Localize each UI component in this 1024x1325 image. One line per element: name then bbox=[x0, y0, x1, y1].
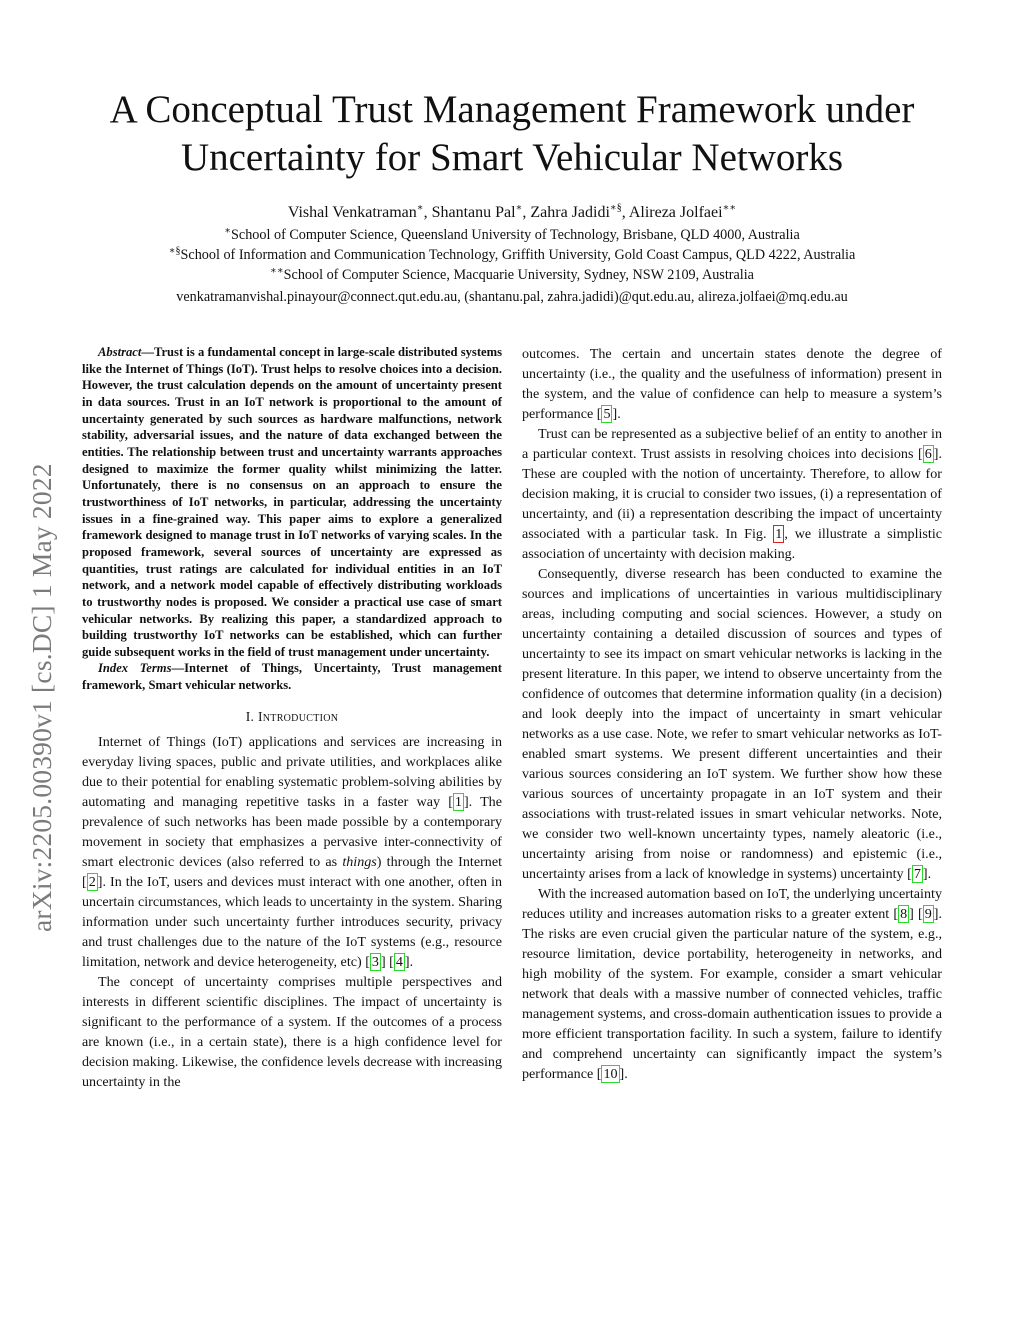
index-terms-text: —Internet of Things, Uncertainty, Trust management framework, Smart vehicular networks. bbox=[82, 661, 502, 693]
text-run: With the increased automation based on IoT, the underlying uncertainty reduces utility and increases automation risks to a greater extent bbox=[522, 886, 942, 922]
affiliation-2-text: School of Information and Communication Technology, Griffith University, Gold Coast Campus, QLD 4222, Australia bbox=[180, 247, 856, 263]
author-3-mark: ∗§ bbox=[609, 202, 622, 214]
intro-paragraph-4: Trust can be represented as a subjective belief of an entity to another in a particular context. Trust assists in resolving choices into decisions [ 6 ]. These are coupled with the notion of uncertainty. Therefore, to allow for decision making, it is crucial to consider two issues, (i) a representation of uncertainty, and (ii) a representation describing the impact of uncertainty associated with a particular task. In Fig. 1 , we illustrate a simplistic association of uncertainty with decision making. bbox=[522, 426, 942, 562]
section-title: Introduction bbox=[257, 708, 339, 724]
text-run: outcomes. The certain and uncertain states denote the degree of uncertainty (i.e., the quality and the usefulness of information) present in the system, and the value of confidence can help to measure a system’s performance bbox=[522, 346, 942, 422]
left-column bbox=[82, 344, 502, 1092]
affiliation-3 bbox=[0, 265, 1024, 285]
emphasis-things: things bbox=[342, 853, 377, 870]
abstract-text: —Trust is a fundamental concept in large-scale distributed systems like the Internet of Things (IoT). Trust helps to resolve choices into a decision. However, the trust calculation depends on the amount of uncertainty present in data sources. Trust in an IoT network is proportional to the amount of uncertainty generated by such sources as hardware malfunctions, network stability, adversarial issues, and the nature of data exchanged between the entities. The relationship between trust and uncertainty warrants approaches designed to maximize the former quality whilst minimizing the latter. Unfortunately, there is no consensus on an approach to ensure the trustworthiness of IoT networks, in particular, addressing the uncertainty issues in a fine-grained way. This paper aims to explore a generalized framework designed to manage trust in IoT networks of varying scales. In the proposed framework, several sources of uncertainty are expressed as quantities, trust ratings are calculated for individual entities in an IoT network, and a network model capable of effectively distributing workloads to trustworthy nodes is proposed. We consider a practical use case of smart vehicular networks. By realizing this paper, a standardized approach to building trustworthy IoT networks can be established, which can further guide subsequent works in the field of trust management under uncertainty. bbox=[82, 345, 502, 659]
section-heading-introduction bbox=[82, 708, 502, 726]
intro-paragraph-3: outcomes. The certain and uncertain states denote the degree of uncertainty (i.e., the quality and the usefulness of information) present in the system, and the value of confidence can help to measure a system’s performance [ 5 ]. bbox=[522, 346, 942, 422]
intro-paragraph-5: Consequently, diverse research has been conducted to examine the sources and implications of uncertainties in various multidisciplinary areas, including computing and social sciences. However, a study on uncertainty containing a detailed discussion of sources and types of uncertainty to see its impact on smart vehicular networks is lacking in the present literature. In this paper, we intend to observe uncertainty from the confidence of outcomes that determine information quality (in a decision) and look deeply into the impact of uncertainty in smart vehicular networks as a use case. Note, we refer to smart vehicular networks as IoT-enabled smart systems. We present different uncertainties and their various sources considering an IoT system. We further show how these various sources of uncertainty propagate in an IoT system and their associations with trust-related issues in smart vehicular networks. Note, we consider two well-known uncertainty types, namely aleatoric (i.e., uncertainty arising from noise or randomness) and epistemic (i.e., uncertainty arises from a lack of knowledge in systems) uncertainty [ 7 ]. bbox=[522, 566, 942, 882]
paper-title bbox=[0, 86, 1024, 182]
text-run: . bbox=[617, 406, 621, 422]
figure-link[interactable]: 1 bbox=[775, 526, 783, 542]
text-run: . The risks are even crucial given the particular nature of the system, e.g., resource limitation, device portability, heterogeneity in networks, and high mobility of the system. For example, consider a smart vehicular network that deals with a massive number of connected vehicles, traffic management systems, and cross-domain authentication issues to provide a more efficient transportation facility. In such a system, failure to identify and comprehend uncertainty can significantly impact the system’s performance bbox=[522, 906, 942, 1082]
author-emails: venkatramanvishal.pinayour@connect.qut.edu.au, (shantanu.pal, zahra.jadidi)@qut.edu.au, alireza.jolfaei@mq.edu.au bbox=[176, 289, 848, 305]
intro-paragraph-1: Internet of Things (IoT) applications and services are increasing in everyday living spaces, public and private utilities, and workplaces alike due to their potential for enabling systematic problem-solving abilities by automating and managing repetitive tasks in a faster way [ 1 ]. The prevalence of such networks has been made possible by a contemporary movement in society that emphasizes a pervasive inter-connectivity of smart electronic devices (also referred to as things) through the Internet [ 2 ]. In the IoT, users and devices must interact with one another, often in uncertain circumstances, which leads to uncertainty in the system. Sharing information under such uncertainty further introduces security, privacy and trust challenges due to the nature of the IoT systems (e.g., resource limitation, network and device heterogeneity, etc) [ 3 ] [ 4 ]. bbox=[82, 733, 502, 970]
affiliation-1-text: School of Computer Science, Queensland University of Technology, Brisbane, QLD 4000, Australia bbox=[231, 227, 800, 243]
author-4-mark: ∗∗ bbox=[722, 202, 737, 214]
citation-link[interactable]: 2 bbox=[88, 873, 96, 890]
text-run: , we illustrate a simplistic association of uncertainty with decision making. bbox=[522, 526, 942, 562]
intro-paragraph-2: The concept of uncertainty comprises multiple perspectives and interests in different scientific disciplines. The impact of uncertainty is significant to the performance of a system. If the outcomes of a process are known (i.e., in a certain state), there is a high confidence level for decision making. Likewise, the confidence levels decrease with increasing uncertainty in the bbox=[82, 973, 502, 1090]
right-column bbox=[522, 344, 942, 1084]
abstract-lead: Abstract bbox=[98, 345, 142, 359]
arxiv-stamp: arXiv:2205.00390v1 [cs.DC] 1 May 2022 bbox=[26, 463, 57, 932]
citation-link[interactable]: 7 bbox=[913, 866, 921, 882]
affiliation-2 bbox=[0, 245, 1024, 265]
text-run: . bbox=[927, 866, 932, 882]
text-run: . bbox=[409, 953, 414, 970]
author-list: Vishal Venkatraman∗, Shantanu Pal∗, Zahra Jadidi∗§, Alireza Jolfaei∗∗ bbox=[287, 202, 737, 221]
abstract bbox=[82, 344, 502, 660]
author-1-mark: ∗ bbox=[416, 202, 424, 214]
text-run: Trust can be represented as a subjective belief of an entity to another in a particular context. Trust assists in resolving choices into decisions bbox=[522, 426, 942, 462]
citation-link[interactable]: 9 bbox=[924, 906, 932, 922]
index-terms-lead: Index Terms bbox=[98, 661, 172, 676]
citation-link[interactable]: 3 bbox=[371, 953, 379, 970]
text-run: . The prevalence of such networks has been made possible by a contemporary movement in society that emphasizes a pervasive inter-connectivity of smart electronic devices (also referred to as bbox=[82, 793, 502, 870]
affiliation-3-text: School of Computer Science, Macquarie University, Sydney, NSW 2109, Australia bbox=[283, 267, 754, 283]
title-line-1: A Conceptual Trust Management Framework under bbox=[109, 88, 915, 131]
author-3: Zahra Jadidi bbox=[530, 204, 610, 221]
intro-paragraph-6: With the increased automation based on IoT, the underlying uncertainty reduces utility and increases automation risks to a greater extent [ 8 ] [ 9 ]. The risks are even crucial given the particular nature of the system, e.g., resource limitation, device portability, heterogeneity in networks, and high mobility of the system. For example, consider a smart vehicular network that deals with a massive number of connected vehicles, traffic management systems, and cross-domain authentication issues to provide a more efficient transportation facility. In such a system, failure to identify and comprehend uncertainty can significantly impact the system’s performance [ 10 ]. bbox=[522, 886, 942, 1082]
section-number: I. bbox=[245, 708, 258, 724]
text-run: . bbox=[624, 1066, 628, 1082]
citation-link[interactable]: 1 bbox=[454, 793, 462, 810]
text-run: Consequently, diverse research has been conducted to examine the sources and implications of uncertainties in various multidisciplinary areas, including computing and social sciences. However, a study on uncertainty containing a detailed discussion of sources and types of uncertainty to see its impact on smart vehicular networks is lacking in the present literature. In this paper, we intend to observe uncertainty from the confidence of outcomes that determine information quality (in a decision) and look deeply into the impact of uncertainty in smart vehicular networks as a use case. Note, we refer to smart vehicular networks as IoT-enabled smart systems. We present different uncertainties and their various sources considering an IoT system. We further show how these various sources of uncertainty propagate in an IoT system and their associations with trust-related issues in smart vehicular networks. Note, we consider two well-known uncertainty types, namely aleatoric (i.e., uncertainty arising from noise or randomness) and epistemic (i.e., uncertainty arises from a lack of knowledge in systems) uncertainty bbox=[522, 566, 942, 882]
text-run: Internet of Things (IoT) applications and services are increasing in everyday living spaces, public and private utilities, and workplaces alike due to their potential for enabling systematic problem-solving abilities by automating and managing repetitive tasks in a faster way bbox=[82, 733, 502, 810]
affiliation-1 bbox=[0, 225, 1024, 245]
affiliation-3-mark: ∗∗ bbox=[270, 265, 284, 277]
author-4: Alireza Jolfaei bbox=[628, 204, 723, 221]
text-run: . In the IoT, users and devices must interact with one another, often in uncertain circumstances, which leads to uncertainty in the system. Sharing information under such uncertainty further introduces security, privacy and trust challenges due to the nature of the IoT systems (e.g., resource limitation, network and device heterogeneity, etc) bbox=[82, 873, 502, 970]
affiliation-2-mark: ∗§ bbox=[168, 245, 181, 257]
citation-link[interactable]: 5 bbox=[603, 406, 611, 422]
citation-link[interactable]: 4 bbox=[395, 953, 403, 970]
author-2-mark: ∗ bbox=[515, 202, 523, 214]
index-terms bbox=[82, 660, 502, 693]
affiliation-1-mark: ∗ bbox=[224, 225, 232, 237]
text-run: . These are coupled with the notion of uncertainty. Therefore, to allow for decision making, it is crucial to consider two issues, (i) a representation of uncertainty, and (ii) a representation describing the impact of uncertainty associated with a particular task. In Fig. bbox=[522, 446, 942, 542]
author-1: Vishal Venkatraman bbox=[287, 204, 417, 221]
citation-link[interactable]: 8 bbox=[900, 906, 908, 922]
text-run: ) through the Internet bbox=[376, 853, 502, 870]
author-2: Shantanu Pal bbox=[431, 204, 516, 221]
citation-link[interactable]: 10 bbox=[603, 1066, 618, 1082]
title-line-2: Uncertainty for Smart Vehicular Networks bbox=[180, 136, 844, 179]
citation-link[interactable]: 6 bbox=[924, 446, 932, 462]
